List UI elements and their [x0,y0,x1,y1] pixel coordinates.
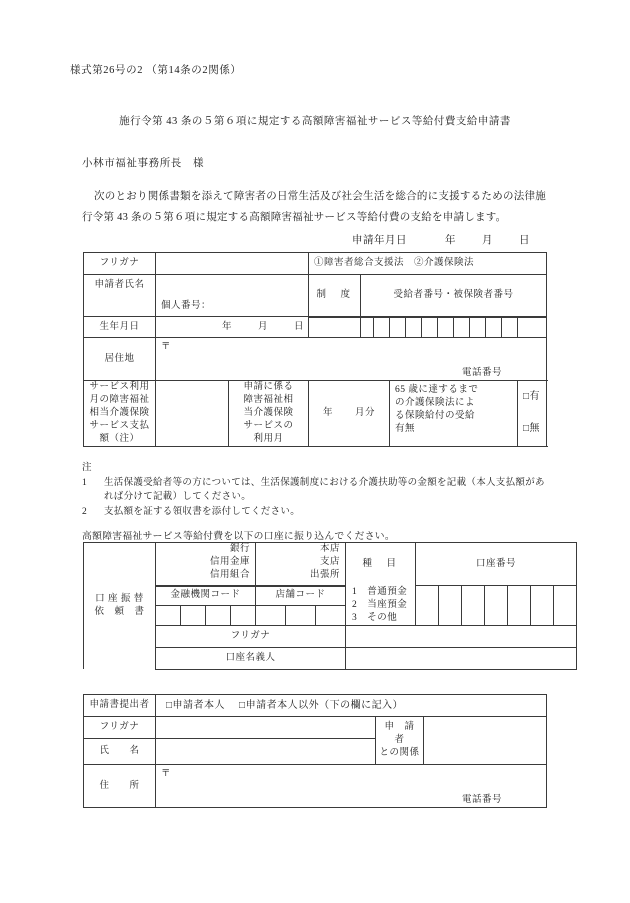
branch-code-cell[interactable] [256,605,286,625]
bank-furigana-input-cell[interactable] [346,625,577,647]
account-number-cell[interactable] [485,586,508,626]
applicant-name-label-spacer [84,295,156,317]
account-number-cell[interactable] [508,586,531,626]
service-month-label-cell: 申請に係る 障害福祉相 当介護保険 サービスの 利用月 [229,381,309,447]
recipient-cell[interactable] [438,318,454,338]
birthdate-year: 年 [221,321,232,332]
account-number-cell[interactable] [439,586,462,626]
bank-transfer-lead-text: 高額障害福祉サービス等給付費を以下の口座に振り込んでください。 [82,531,396,542]
residence-phone-label: 電話番号 [462,368,503,378]
postal-mark: 〒 [161,769,172,779]
recipient-cell[interactable] [502,318,518,338]
account-number-cell[interactable] [416,586,439,626]
service-month-month: 月分 [355,408,376,418]
submitter-furigana-input-cell[interactable] [156,717,376,739]
body-paragraph: 次のとおり関係書類を添えて障害者の日常生活及び社会生活を総合的に支援するための法律施行令第 43 条の５第６項に規定する高額障害福祉サービス等給付費の支給を申請します。 [82,191,546,223]
birthdate-month: 月 [257,321,268,332]
submitter-self-checkbox[interactable]: □申請者本人 [166,699,226,711]
applicant-info-table [83,252,547,447]
note-number: 2 [82,506,88,517]
insurance-65-label-cell: 65 歳に達するまで の介護保険法によ る保険給付の受給 有無 [390,381,518,447]
recipient-cell[interactable] [422,318,438,338]
recipient-cell[interactable] [406,318,422,338]
recipient-cell[interactable] [470,318,486,338]
postal-mark: 〒 [161,342,172,352]
submitter-address-label-cell: 住 所 [84,765,156,808]
account-number-cell[interactable] [531,586,554,626]
note-text: 生活保護受給者等の方については、生活保護制度における介護扶助等の金額を記載（本人支払額があれば分けて記載）してください。 [104,477,545,502]
recipient-cell[interactable] [390,318,406,338]
application-date-label: 申請年月日 [352,235,407,246]
recipient-cell[interactable] [374,318,390,338]
institution-code-cell[interactable] [156,605,181,625]
institution-code-cell[interactable] [181,605,206,625]
account-holder-input-cell[interactable] [346,647,577,669]
submitter-address-input-cell[interactable] [156,765,547,808]
insurance-no-checkbox[interactable]: □無 [523,423,541,434]
account-type-options-cell[interactable] [346,586,416,626]
system-label-cell: 制 度 [309,275,361,317]
notes-heading: 注 [82,463,92,473]
submitter-furigana-label-cell: フリガナ [84,717,156,739]
system-code-cell-b[interactable] [309,318,361,338]
institution-type-cell[interactable]: 銀行 信用金庫 信用組合 [156,543,256,586]
application-date-year: 年 [445,235,456,246]
institution-code-cell[interactable] [206,605,231,625]
insurance-yes-checkbox[interactable]: □有 [523,391,541,402]
residence-input-cell[interactable] [156,338,547,381]
furigana-label-cell: フリガナ [84,253,156,275]
account-type-option-1[interactable]: 1 普通預金 [352,586,408,597]
personal-number-cell[interactable]: 個人番号： [156,295,309,317]
recipient-grid-pad-b[interactable] [361,318,374,338]
birthdate-day: 日 [294,321,305,332]
form-number: 様式第26号の2 （第14条の2関係） [70,65,242,76]
note-number: 1 [82,477,88,488]
service-payment-input-cell[interactable] [156,381,229,447]
service-month-input-cell[interactable] [309,381,390,447]
submitter-name-label-cell: 氏 名 [84,739,156,765]
service-payment-label-cell: サービス利用 月の障害福祉 相当介護保険 サービス支払 額（注） [84,381,156,447]
bank-transfer-table [83,542,577,670]
submitter-label-cell: 申請書提出者 [84,695,156,717]
branch-code-cell[interactable] [316,605,346,625]
birthdate-input-cell[interactable] [156,317,309,338]
recipient-grid-tail-b[interactable] [518,318,547,338]
submitter-other-checkbox[interactable]: □申請者本人以外（下の欄に記入） [239,699,404,711]
branch-code-cell[interactable] [286,605,316,625]
recipient-cell[interactable] [486,318,502,338]
submitter-name-input-cell[interactable] [156,739,376,765]
submitter-table [83,694,547,808]
bank-request-label-cell: 口 座 振 替 依 頼 書 [84,587,156,626]
account-type-option-2[interactable]: 2 当座預金 [352,599,408,610]
addressee: 小林市福祉事務所長 様 [82,158,205,169]
insurance-65-checkbox-cell[interactable] [518,381,547,447]
document-title: 施行令第 43 条の５第６項に規定する高額障害福祉サービス等給付費支給申請書 [119,116,511,127]
relation-input-cell[interactable] [424,717,547,765]
account-number-cell[interactable] [554,586,577,626]
bank-request-label-spacer-top [84,543,156,587]
note-item [82,505,548,520]
note-item [82,476,548,505]
branch-type-cell[interactable]: 本店 支店 出張所 [256,543,346,586]
account-type-option-3[interactable]: 3 その他 [352,612,398,623]
birthdate-label-cell: 生年月日 [84,317,156,338]
bank-request-label-spacer-bottom [84,625,156,669]
submitter-options-cell[interactable] [156,695,547,717]
submitter-phone-label: 電話番号 [462,795,503,805]
applicant-name-label-cell: 申請者氏名 [84,275,156,296]
institution-code-cell[interactable] [231,605,256,625]
service-month-year: 年 [322,408,333,418]
application-date-line [352,232,530,247]
applicant-name-input-cell[interactable] [156,275,309,296]
branch-code-label-cell: 店舗コード [256,587,346,606]
bank-furigana-label-cell: フリガナ [156,625,346,647]
system-options-cell[interactable]: ①障害者総合支援法 ②介護保険法 [309,253,547,275]
notes-block [82,461,548,519]
application-date-month: 月 [482,235,493,246]
account-number-cell[interactable] [462,586,485,626]
relation-label-cell: 申 請 者 との関係 [376,717,424,765]
furigana-input-cell[interactable] [156,253,309,275]
recipient-cell[interactable] [454,318,470,338]
recipient-number-label-cell: 受給者番号・被保険者番号 [361,275,547,317]
institution-code-label-cell: 金融機関コード [156,587,256,606]
account-type-label-cell: 種 目 [346,543,416,586]
account-number-label-cell: 口座番号 [416,543,577,586]
account-holder-label-cell: 口座名義人 [156,647,346,669]
note-text: 支払額を証する領収書を添付してください。 [104,506,301,517]
residence-label-cell: 居住地 [84,338,156,381]
application-date-day: 日 [519,235,530,246]
